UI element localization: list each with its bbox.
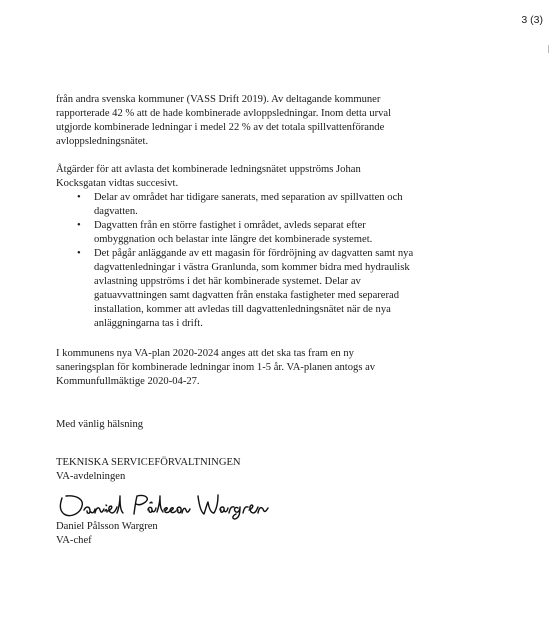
text-line: installation, kommer att avledas till dagvattenledningsnätet när de nya: [94, 304, 391, 315]
letter-body: [56, 93, 501, 548]
signature-image: [56, 490, 276, 520]
bullet-icon: •: [77, 192, 81, 203]
handwritten-signature: [56, 490, 501, 520]
organization-name: TEKNISKA SERVICEFÖRVALTNINGEN: [56, 457, 241, 468]
page-number: 3 (3): [521, 14, 543, 26]
text-line: från andra svenska kommuner (VASS Drift 2019). Av deltagande kommuner: [56, 94, 381, 105]
text-line: Kommunfullmäktige 2020-04-27.: [56, 376, 200, 387]
signer-name: Daniel Pålsson Wargren: [56, 521, 158, 532]
text-line: utgjorde kombinerade ledningar i medel 22 % av det totala spillvattenförande: [56, 122, 385, 133]
text-line: Delar av området har tidigare sanerats, med separation av spillvatten och: [94, 192, 403, 203]
scan-mark: [548, 45, 549, 53]
signer-title: VA-chef: [56, 535, 92, 546]
text-line: rapporterade 42 % att de hade kombinerade avloppsledningar. Inom detta urval: [56, 108, 392, 119]
department-name: VA-avdelningen: [56, 471, 126, 482]
text-line: ombyggnation och belastar inte längre det kombinerade systemet.: [94, 234, 373, 245]
text-line: avlastning uppströms i det här kombinerade systemet. Delar av: [94, 276, 361, 287]
text-line: I kommunens nya VA-plan 2020-2024 anges att det ska tas fram en ny: [56, 348, 354, 359]
bullet-icon: •: [77, 248, 81, 259]
text-line: anläggningarna tas i drift.: [94, 318, 203, 329]
paragraph-measures-intro: [56, 163, 501, 191]
text-line: Det pågår anläggande av ett magasin för fördröjning av dagvatten samt nya: [94, 248, 414, 259]
paragraph-vass-statistics: [56, 93, 501, 149]
text-line: saneringsplan för kombinerade ledningar inom 1-5 år. VA-planen antogs av: [56, 362, 376, 373]
text-line: avloppsledningsnätet.: [56, 136, 149, 147]
text-line: gatuavvattningen samt dagvatten från enstaka fastigheter med separerad: [94, 290, 400, 301]
bullet-icon: •: [77, 220, 81, 231]
measures-list: [56, 191, 501, 331]
list-item: [56, 191, 501, 219]
list-item: [56, 219, 501, 247]
list-item: [56, 247, 501, 331]
text-line: dagvattenledningar i västra Granlunda, som kommer bidra med hydraulisk: [94, 262, 410, 273]
text-line: Åtgärder för att avlasta det kombinerade ledningsnätet uppströms Johan: [56, 164, 361, 175]
text-line: Kocksgatan vidtas succesivt.: [56, 178, 179, 189]
text-line: Dagvatten från en större fastighet i området, avleds separat efter: [94, 220, 366, 231]
paragraph-va-plan: [56, 347, 501, 389]
sender-block: [56, 456, 501, 484]
signer-block: [56, 520, 501, 548]
closing-greeting: Med vänlig hälsning: [56, 419, 144, 430]
text-line: dagvatten.: [94, 206, 138, 217]
